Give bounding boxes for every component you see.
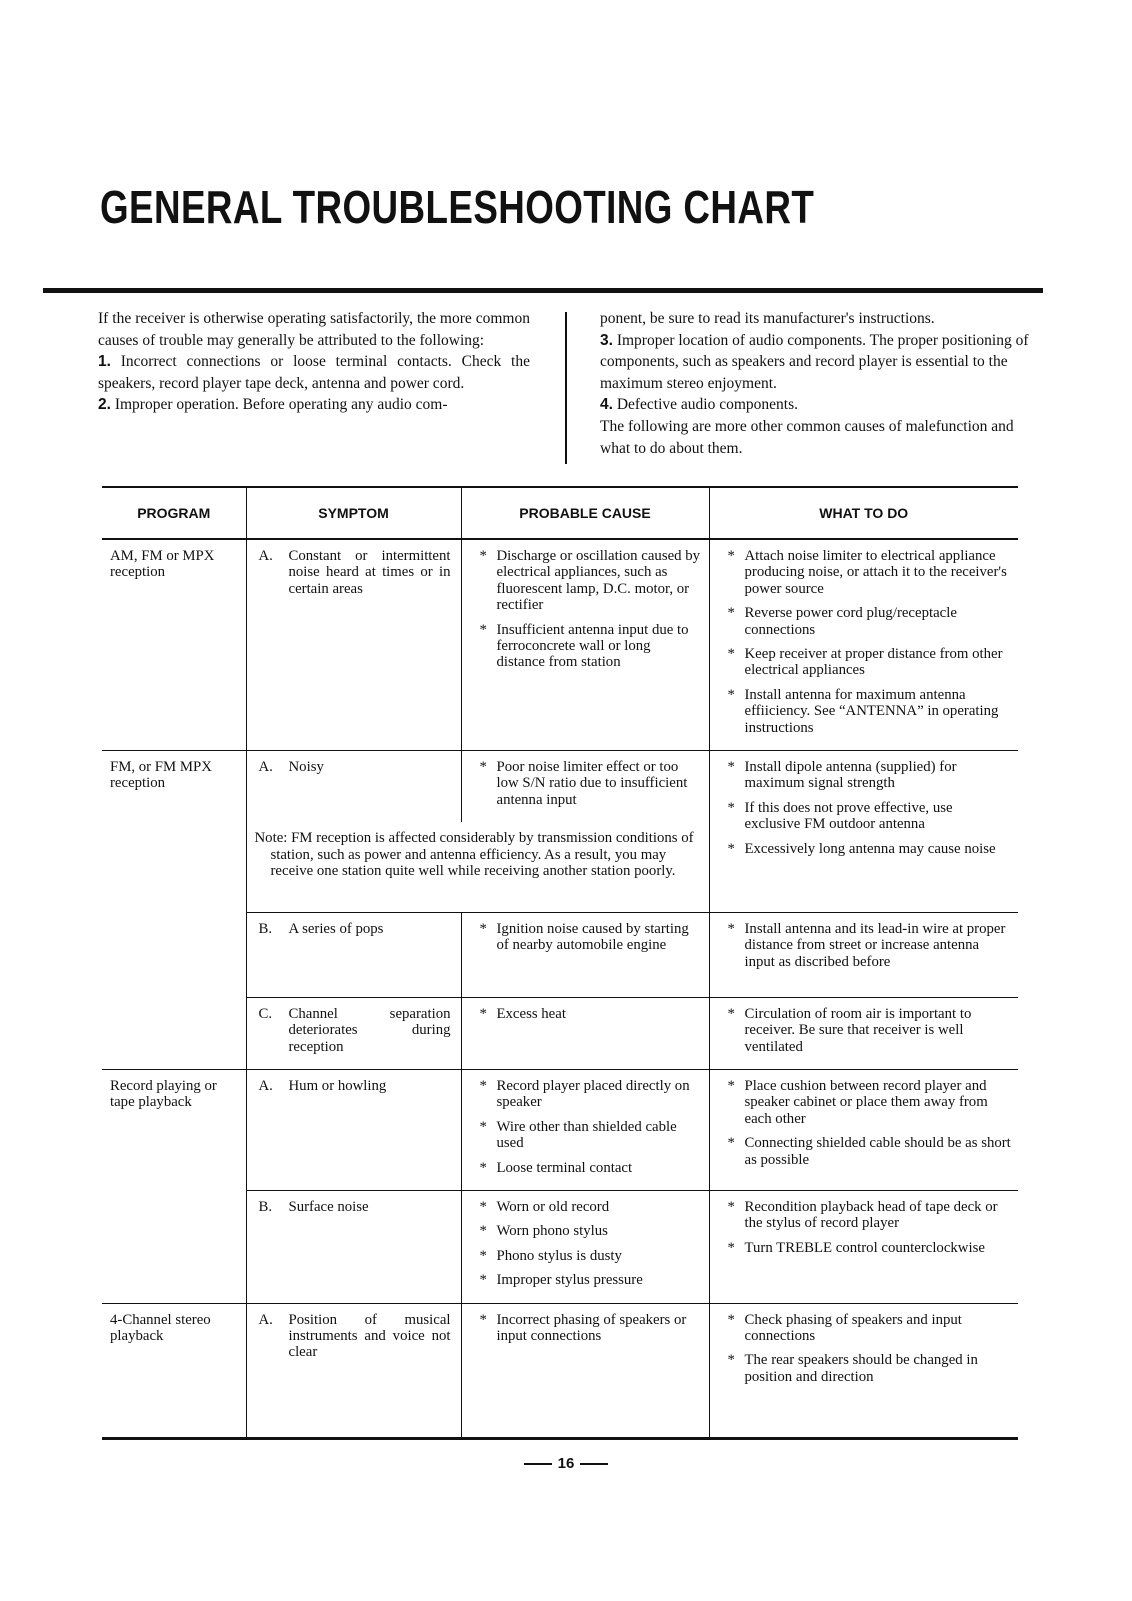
cause-item: * Ignition noise caused by starting of nearby automobile engine bbox=[470, 921, 703, 954]
note-text: Note: FM reception is affected considerably by transmission conditions of station, such as power and antenna efficiency. As a result, you may receive one station quite well while receiving another station poorly. bbox=[254, 830, 694, 880]
todo-item: * Keep receiver at proper distance from other electrical appliances bbox=[718, 646, 1013, 679]
todo-item: * Excessively long antenna may cause noise bbox=[718, 841, 1013, 857]
symptom-text: Hum or howling bbox=[288, 1078, 387, 1094]
todo-item: * Install dipole antenna (supplied) for maximum signal strength bbox=[718, 759, 1013, 792]
bullet: * bbox=[479, 1078, 487, 1094]
cause-cell bbox=[461, 997, 709, 1069]
bullet: * bbox=[479, 1247, 487, 1264]
todo-item: * Reverse power cord plug/receptacle connections bbox=[718, 605, 1013, 638]
header-program: PROGRAM bbox=[102, 487, 246, 539]
bullet: * bbox=[727, 1199, 735, 1216]
todo-item: * Turn TREBLE control counterclockwise bbox=[718, 1240, 1013, 1256]
bullet: * bbox=[727, 1311, 735, 1328]
bullet: * bbox=[479, 1159, 487, 1176]
cause-item: * Record player placed directly on speaker bbox=[470, 1078, 703, 1111]
page-number-dash bbox=[524, 1463, 552, 1465]
symptom-text: Channel separation deteriorates during reception bbox=[288, 1005, 451, 1055]
program-cell: Record playing or tape playback bbox=[102, 1070, 246, 1304]
todo-item: * If this does not prove effective, use exclusive FM outdoor antenna bbox=[718, 800, 1013, 833]
bullet: * bbox=[727, 646, 735, 663]
symptom-cell bbox=[246, 912, 461, 997]
symptom-letter: A. bbox=[258, 1078, 273, 1094]
symptom-text: Position of musical instruments and voice not clear bbox=[288, 1311, 451, 1361]
todo-item: * Install antenna for maximum antenna effiiciency. See “ANTENNA” in operating instructions bbox=[718, 687, 1013, 736]
table-row bbox=[102, 1303, 1018, 1438]
bullet: * bbox=[727, 1005, 735, 1022]
todo-item: * Place cushion between record player and speaker cabinet or place them away from each other bbox=[718, 1078, 1013, 1127]
symptom-cell bbox=[246, 997, 461, 1069]
todo-item: * Install antenna and its lead-in wire at proper distance from street or increase antenna input as discribed before bbox=[718, 921, 1013, 970]
reception-note bbox=[246, 822, 709, 912]
cause-cell bbox=[461, 912, 709, 997]
todo-item: * Circulation of room air is important to receiver. Be sure that receiver is well ventilated bbox=[718, 1006, 1013, 1055]
todo-item: * Check phasing of speakers and input connections bbox=[718, 1312, 1013, 1345]
item-number: 2. bbox=[98, 396, 111, 414]
intro-item-3 bbox=[600, 330, 1032, 395]
intro-right-column bbox=[600, 308, 1032, 459]
cause-item: * Incorrect phasing of speakers or input connections bbox=[470, 1312, 703, 1345]
bullet: * bbox=[727, 759, 735, 776]
cause-item: * Wire other than shielded cable used bbox=[470, 1119, 703, 1152]
symptom-text: Surface noise bbox=[288, 1199, 369, 1216]
todo-item: * Recondition playback head of tape deck or the stylus of record player bbox=[718, 1199, 1013, 1232]
cause-cell bbox=[461, 1303, 709, 1438]
symptom-text: Constant or intermittent noise heard at times or in certain areas bbox=[288, 548, 451, 597]
symptom-letter: A. bbox=[258, 1311, 273, 1328]
table-row bbox=[102, 539, 1018, 751]
header-symptom: SYMPTOM bbox=[246, 487, 461, 539]
cause-cell bbox=[461, 539, 709, 751]
what-to-do-cell bbox=[709, 751, 1018, 913]
bullet: * bbox=[727, 1352, 735, 1369]
cause-cell bbox=[461, 1070, 709, 1191]
cause-item: * Poor noise limiter effect or too low S/N ratio due to insufficient antenna input bbox=[470, 759, 703, 808]
cause-item: * Phono stylus is dusty bbox=[470, 1248, 703, 1264]
item-text: Defective audio components. bbox=[616, 396, 799, 414]
bullet: * bbox=[479, 1118, 487, 1135]
page-number-text: 16 bbox=[557, 1455, 575, 1472]
bullet: * bbox=[479, 1223, 487, 1240]
intro-paragraph: If the receiver is otherwise operating satisfactorily, the more common causes of trouble may generally be attributed to the following: bbox=[98, 310, 530, 349]
symptom-letter: B. bbox=[258, 1199, 273, 1216]
todo-item: * The rear speakers should be changed in position and direction bbox=[718, 1352, 1013, 1385]
page-number bbox=[0, 1455, 1132, 1472]
cause-item: * Worn or old record bbox=[470, 1199, 703, 1215]
troubleshooting-table bbox=[102, 486, 1018, 1440]
table-row bbox=[102, 1070, 1018, 1191]
todo-item: * Connecting shielded cable should be as short as possible bbox=[718, 1135, 1013, 1168]
cause-item: * Insufficient antenna input due to ferroconcrete wall or long distance from station bbox=[470, 622, 703, 671]
bullet: * bbox=[727, 920, 735, 937]
cause-item: * Worn phono stylus bbox=[470, 1223, 703, 1239]
bullet: * bbox=[727, 1078, 735, 1094]
bullet: * bbox=[479, 1311, 487, 1328]
cause-item: * Discharge or oscillation caused by electrical appliances, such as fluorescent lamp, D.C. motor, or rectifier bbox=[470, 548, 703, 614]
intro-left-column bbox=[98, 308, 530, 416]
cause-item: * Excess heat bbox=[470, 1006, 703, 1022]
intro-item-4 bbox=[600, 394, 1032, 416]
table-row bbox=[102, 751, 1018, 823]
intro-closing: The following are more other common causes of malefunction and what to do about them. bbox=[600, 417, 1014, 457]
program-cell: FM, or FM MPX reception bbox=[102, 751, 246, 1070]
item-number: 4. bbox=[600, 396, 613, 414]
symptom-letter: A. bbox=[258, 548, 273, 564]
symptom-cell bbox=[246, 751, 461, 823]
item-text: Incorrect connections or loose terminal contacts. Check the speakers, record player tape deck, antenna and power cord. bbox=[98, 353, 530, 392]
what-to-do-cell bbox=[709, 1070, 1018, 1191]
item-text: Improper operation. Before operating any audio com- bbox=[114, 396, 448, 414]
bullet: * bbox=[479, 621, 487, 638]
page-number-dash bbox=[580, 1463, 608, 1465]
cause-cell bbox=[461, 1191, 709, 1304]
title-rule bbox=[43, 288, 1043, 293]
bullet: * bbox=[479, 1199, 487, 1216]
bullet: * bbox=[479, 920, 487, 937]
bullet: * bbox=[727, 605, 735, 622]
intro-column-divider bbox=[565, 312, 567, 464]
symptom-letter: A. bbox=[258, 759, 273, 776]
bullet: * bbox=[479, 1272, 487, 1289]
header-cause: PROBABLE CAUSE bbox=[461, 487, 709, 539]
symptom-cell bbox=[246, 1070, 461, 1191]
bullet: * bbox=[727, 799, 735, 816]
bullet: * bbox=[479, 759, 487, 776]
bullet: * bbox=[479, 548, 487, 564]
what-to-do-cell bbox=[709, 539, 1018, 751]
symptom-cell bbox=[246, 539, 461, 751]
program-cell: 4-Channel stereo playback bbox=[102, 1303, 246, 1438]
bullet: * bbox=[727, 686, 735, 703]
bullet: * bbox=[727, 840, 735, 857]
what-to-do-cell bbox=[709, 1191, 1018, 1304]
symptom-text: A series of pops bbox=[288, 920, 384, 937]
page-title: GENERAL TROUBLESHOOTING CHART bbox=[100, 181, 815, 233]
intro-item-2 bbox=[98, 394, 530, 416]
symptom-cell bbox=[246, 1303, 461, 1438]
header-what-to-do: WHAT TO DO bbox=[709, 487, 1018, 539]
symptom-text: Noisy bbox=[288, 759, 324, 776]
bullet: * bbox=[727, 1239, 735, 1256]
todo-item: * Attach noise limiter to electrical appliance producing noise, or attach it to the receiver's power source bbox=[718, 548, 1013, 597]
bullet: * bbox=[479, 1005, 487, 1022]
what-to-do-cell bbox=[709, 912, 1018, 997]
symptom-cell bbox=[246, 1191, 461, 1304]
cause-cell bbox=[461, 751, 709, 823]
bullet: * bbox=[727, 1135, 735, 1152]
bullet: * bbox=[727, 548, 735, 564]
item-number: 1. bbox=[98, 353, 111, 371]
item-text: Improper location of audio components. The proper positioning of components, such as speakers and record player is essential to the maximum stereo enjoyment. bbox=[600, 331, 1029, 392]
symptom-letter: B. bbox=[258, 920, 273, 937]
table-header-row bbox=[102, 487, 1018, 539]
program-cell: AM, FM or MPX reception bbox=[102, 539, 246, 751]
cause-item: * Improper stylus pressure bbox=[470, 1272, 703, 1288]
what-to-do-cell bbox=[709, 1303, 1018, 1438]
symptom-letter: C. bbox=[258, 1005, 273, 1022]
intro-continuation: ponent, be sure to read its manufacturer's instructions. bbox=[600, 310, 935, 327]
cause-item: * Loose terminal contact bbox=[470, 1160, 703, 1176]
intro-item-1 bbox=[98, 351, 530, 394]
what-to-do-cell bbox=[709, 997, 1018, 1069]
item-number: 3. bbox=[600, 331, 613, 349]
